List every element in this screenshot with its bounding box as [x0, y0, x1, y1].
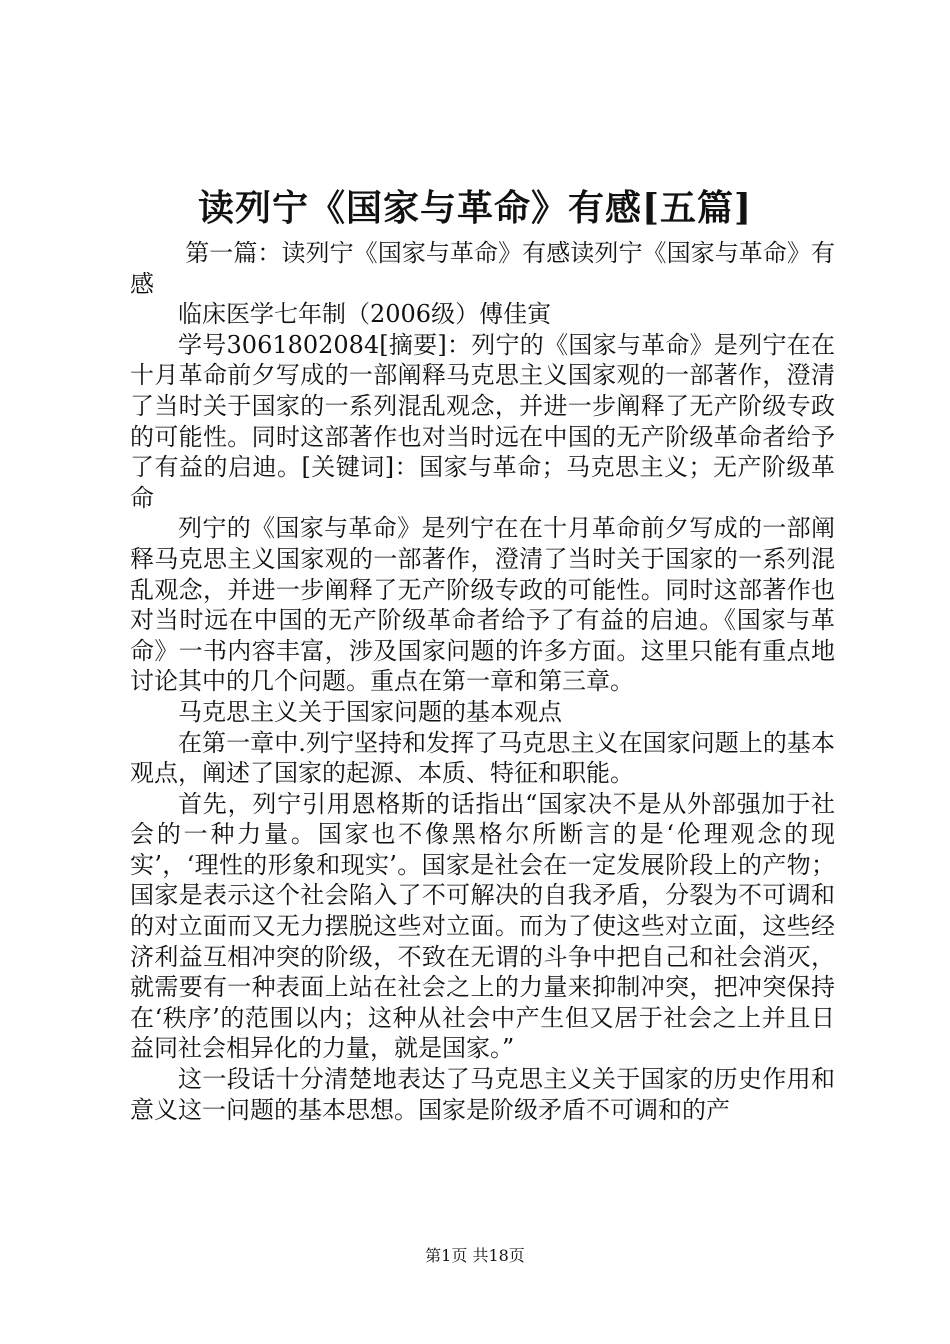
paragraph-engels-quote: 首先，列宁引用恩格斯的话指出“国家决不是从外部强加于社会的一种力量。国家也不像黑格尔所断言的是‘伦理观念的现实’，‘理性的形象和现实’。国家是社会在一定发展阶段上的产物；国家是表示这个社会陷入了不可解决的自我矛盾，分裂为不可调和的对立面而又无力摆脱这些对立面。而为了使这些对立面，这些经济利益互相冲突的阶级，不致在无谓的斗争中把自己和社会消灭，就需要有一种表面上站在社会之上的力量来抑制冲突，把冲突保持在‘秩序’的范围以内；这种从社会中产生但又居于社会之上并且日益同社会相异化的力量，就是国家。”	[130, 789, 835, 1063]
paragraph-section-heading: 马克思主义关于国家问题的基本观点	[178, 697, 562, 726]
paragraph-chapter-one: 在第一章中.列宁坚持和发挥了马克思主义在国家问题上的基本观点，阐述了国家的起源、本质、特征和职能。	[130, 728, 835, 788]
document-body	[130, 238, 835, 1125]
paragraph-author: 临床医学七年制（2006级）傅佳寅	[178, 300, 552, 329]
document-title: 读列宁《国家与革命》有感[五篇]	[197, 187, 753, 229]
paragraph-abstract: 学号3061802084[摘要]：列宁的《国家与革命》是列宁在在十月革命前夕写成的一部阐释马克思主义国家观的一部著作，澄清了当时关于国家的一系列混乱观念，并进一步阐释了无产阶级专政的可能性。同时这部著作也对当时远在中国的无产阶级革命者给予了有益的启迪。[关键词]：国家与革命；马克思主义；无产阶级革命	[130, 330, 835, 512]
paragraph-chapter-heading: 第一篇：读列宁《国家与革命》有感读列宁《国家与革命》有感	[130, 239, 835, 298]
paragraph-conclusion: 这一段话十分清楚地表达了马克思主义关于国家的历史作用和意义这一问题的基本思想。国家是阶级矛盾不可调和的产	[130, 1065, 835, 1124]
paragraph-intro: 列宁的《国家与革命》是列宁在在十月革命前夕写成的一部阐释马克思主义国家观的一部著作，澄清了当时关于国家的一系列混乱观念，并进一步阐释了无产阶级专政的可能性。同时这部著作也对当时远在中国的无产阶级革命者给予了有益的启迪。《国家与革命》一书内容丰富，涉及国家问题的许多方面。这里只能有重点地讨论其中的几个问题。重点在第一章和第三章。	[130, 514, 835, 696]
page-footer: 第1页 共18页	[425, 1246, 525, 1265]
